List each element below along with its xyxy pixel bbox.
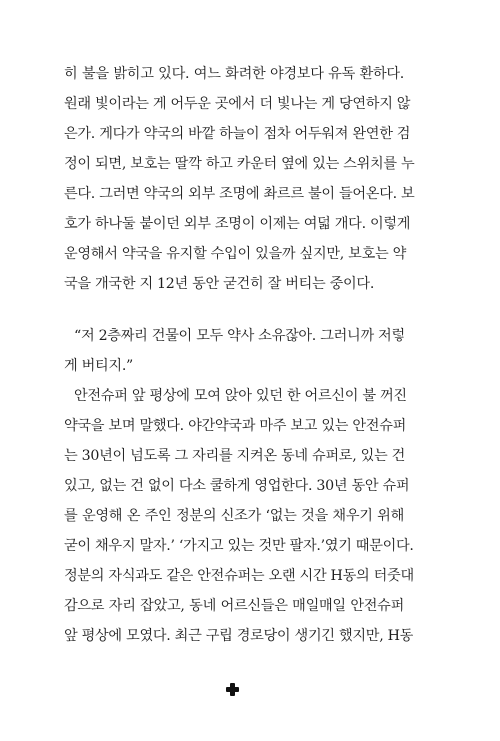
text-line: 굳이 채우지 말자.’ ‘가지고 있는 것만 팔자.’였기 때문이다. bbox=[64, 538, 414, 554]
text-line: 를 운영해 온 주인 정분의 신조가 ‘없는 것을 채우기 위해 bbox=[64, 508, 404, 524]
text-line: 정분의 자식과도 같은 안전슈퍼는 오랜 시간 H동의 터줏대 bbox=[64, 568, 414, 584]
text-line: 앞 평상에 모였다. 최근 구립 경로당이 생기긴 했지만, H동 bbox=[64, 628, 414, 644]
text-line: 히 불을 밝히고 있다. 여느 화려한 야경보다 유독 환하다. bbox=[64, 66, 404, 82]
text-line: 른다. 그러면 약국의 외부 조명에 촤르르 불이 들어온다. 보 bbox=[64, 186, 415, 202]
dialogue-line: 게 버티지.” bbox=[64, 358, 133, 374]
text-line: 있고, 없는 건 없이 다소 쿨하게 영업한다. 30년 동안 슈퍼 bbox=[64, 478, 410, 494]
text-line: 약국을 보며 말했다. 야간약국과 마주 보고 있는 안전슈퍼 bbox=[64, 418, 406, 434]
cross-ornament-icon bbox=[226, 683, 239, 696]
dialogue-line: “저 2층짜리 건물이 모두 약사 소유잖아. 그러니까 저렇 bbox=[74, 328, 405, 344]
text-line: 운영해서 약국을 유지할 수입이 있을까 싶지만, 보호는 약 bbox=[64, 246, 406, 262]
text-line: 원래 빛이라는 게 어두운 곳에서 더 빛나는 게 당연하지 않 bbox=[64, 96, 411, 112]
text-line: 은가. 게다가 약국의 바깥 하늘이 점차 어두워져 완연한 검 bbox=[64, 126, 411, 142]
text-line: 감으로 자리 잡았고, 동네 어르신들은 매일매일 안전슈퍼 bbox=[64, 598, 404, 614]
text-line: 호가 하나둘 붙이던 외부 조명이 이제는 여덟 개다. 이렇게 bbox=[64, 216, 411, 232]
text-line: 국을 개국한 지 12년 동안 굳건히 잘 버티는 중이다. bbox=[64, 276, 375, 292]
text-line: 안전슈퍼 앞 평상에 모여 앉아 있던 한 어르신이 불 꺼진 bbox=[74, 388, 407, 404]
text-line: 정이 되면, 보호는 딸깍 하고 카운터 옆에 있는 스위치를 누 bbox=[64, 156, 415, 172]
text-line: 는 30년이 넘도록 그 자리를 지켜온 동네 슈퍼로, 있는 건 bbox=[64, 448, 406, 464]
